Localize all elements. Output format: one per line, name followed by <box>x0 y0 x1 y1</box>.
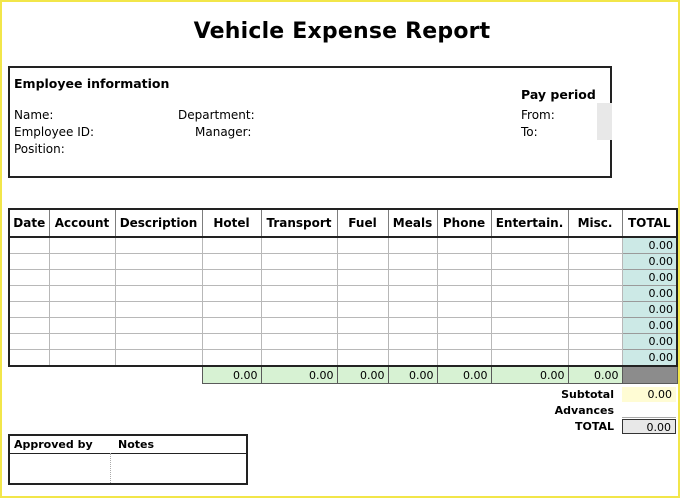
meals-cell[interactable] <box>388 286 437 302</box>
hotel-cell[interactable] <box>202 318 261 334</box>
column-header: Fuel <box>337 209 388 237</box>
date-cell[interactable] <box>9 318 49 334</box>
row-total-cell: 0.00 <box>622 350 677 367</box>
entertain-sum: 0.00 <box>491 366 568 384</box>
to-label: To: <box>521 125 538 139</box>
pay-period-input-area[interactable] <box>597 103 612 140</box>
expense-table <box>8 208 678 384</box>
advances-label: Advances <box>554 404 614 417</box>
table-row <box>9 270 677 286</box>
description-cell[interactable] <box>115 254 202 270</box>
description-cell[interactable] <box>115 350 202 367</box>
column-header: Date <box>9 209 49 237</box>
account-cell[interactable] <box>49 350 115 367</box>
misc-cell[interactable] <box>568 286 622 302</box>
transport-cell[interactable] <box>261 286 337 302</box>
hotel-cell[interactable] <box>202 302 261 318</box>
name-label: Name: <box>14 108 54 122</box>
entertain-cell[interactable] <box>491 286 568 302</box>
account-cell[interactable] <box>49 318 115 334</box>
table-row <box>9 237 677 254</box>
row-total-cell: 0.00 <box>622 237 677 254</box>
account-cell[interactable] <box>49 334 115 350</box>
fuel-cell[interactable] <box>337 237 388 254</box>
date-cell[interactable] <box>9 270 49 286</box>
entertain-cell[interactable] <box>491 318 568 334</box>
total-label: TOTAL <box>574 420 614 433</box>
misc-cell[interactable] <box>568 350 622 367</box>
hotel-cell[interactable] <box>202 270 261 286</box>
hotel-cell[interactable] <box>202 237 261 254</box>
row-total-cell: 0.00 <box>622 254 677 270</box>
table-row <box>9 254 677 270</box>
subtotal-label: Subtotal <box>561 388 614 401</box>
misc-cell[interactable] <box>568 237 622 254</box>
phone-cell[interactable] <box>437 286 491 302</box>
phone-cell[interactable] <box>437 237 491 254</box>
table-row <box>9 318 677 334</box>
meals-cell[interactable] <box>388 237 437 254</box>
column-header: Hotel <box>202 209 261 237</box>
hotel-cell[interactable] <box>202 286 261 302</box>
meals-cell[interactable] <box>388 318 437 334</box>
advances-input[interactable] <box>622 403 676 418</box>
misc-sum: 0.00 <box>568 366 622 384</box>
transport-cell[interactable] <box>261 237 337 254</box>
transport-cell[interactable] <box>261 350 337 367</box>
fuel-cell[interactable] <box>337 334 388 350</box>
description-cell[interactable] <box>115 334 202 350</box>
phone-cell[interactable] <box>437 318 491 334</box>
column-header: Phone <box>437 209 491 237</box>
approved-by-label: Approved by <box>14 438 93 451</box>
hotel-cell[interactable] <box>202 254 261 270</box>
meals-cell[interactable] <box>388 350 437 367</box>
misc-cell[interactable] <box>568 334 622 350</box>
transport-cell[interactable] <box>261 270 337 286</box>
department-label: Department: <box>178 108 255 122</box>
phone-cell[interactable] <box>437 302 491 318</box>
entertain-cell[interactable] <box>491 302 568 318</box>
report-title: Vehicle Expense Report <box>193 19 491 44</box>
date-cell[interactable] <box>9 254 49 270</box>
position-label: Position: <box>14 142 65 156</box>
entertain-cell[interactable] <box>491 237 568 254</box>
phone-cell[interactable] <box>437 350 491 367</box>
description-cell[interactable] <box>115 237 202 254</box>
account-cell[interactable] <box>49 254 115 270</box>
fuel-cell[interactable] <box>337 270 388 286</box>
phone-cell[interactable] <box>437 334 491 350</box>
meals-cell[interactable] <box>388 334 437 350</box>
pay-period-heading: Pay period <box>521 87 596 102</box>
hotel-cell[interactable] <box>202 334 261 350</box>
date-cell[interactable] <box>9 302 49 318</box>
account-cell[interactable] <box>49 302 115 318</box>
hotel-sum: 0.00 <box>202 366 261 384</box>
table-row <box>9 334 677 350</box>
column-header: TOTAL <box>622 209 677 237</box>
account-cell[interactable] <box>49 270 115 286</box>
approval-box <box>8 434 248 485</box>
meals-cell[interactable] <box>388 270 437 286</box>
description-cell[interactable] <box>115 286 202 302</box>
employee-info-box <box>8 66 612 178</box>
notes-label: Notes <box>118 438 155 451</box>
column-header: Meals <box>388 209 437 237</box>
row-total-cell: 0.00 <box>622 270 677 286</box>
misc-cell[interactable] <box>568 318 622 334</box>
entertain-cell[interactable] <box>491 254 568 270</box>
fuel-sum: 0.00 <box>337 366 388 384</box>
row-total-cell: 0.00 <box>622 302 677 318</box>
transport-cell[interactable] <box>261 302 337 318</box>
transport-cell[interactable] <box>261 254 337 270</box>
grand-total-value: 0.00 <box>622 419 676 434</box>
subtotal-value: 0.00 <box>622 387 676 402</box>
sum-corner-cell <box>622 366 677 384</box>
date-cell[interactable] <box>9 286 49 302</box>
meals-sum: 0.00 <box>388 366 437 384</box>
fuel-cell[interactable] <box>337 286 388 302</box>
date-cell[interactable] <box>9 334 49 350</box>
description-cell[interactable] <box>115 318 202 334</box>
transport-cell[interactable] <box>261 318 337 334</box>
fuel-cell[interactable] <box>337 302 388 318</box>
table-header-row <box>9 209 677 237</box>
table-row <box>9 302 677 318</box>
date-cell[interactable] <box>9 350 49 367</box>
column-header: Account <box>49 209 115 237</box>
row-total-cell: 0.00 <box>622 334 677 350</box>
column-header: Transport <box>261 209 337 237</box>
entertain-cell[interactable] <box>491 334 568 350</box>
column-header: Misc. <box>568 209 622 237</box>
table-row <box>9 286 677 302</box>
employee-id-label: Employee ID: <box>14 125 95 139</box>
meals-cell[interactable] <box>388 302 437 318</box>
table-row <box>9 350 677 367</box>
description-cell[interactable] <box>115 270 202 286</box>
account-cell[interactable] <box>49 237 115 254</box>
date-cell[interactable] <box>9 237 49 254</box>
row-total-cell: 0.00 <box>622 318 677 334</box>
column-header: Description <box>115 209 202 237</box>
transport-cell[interactable] <box>261 334 337 350</box>
fuel-cell[interactable] <box>337 254 388 270</box>
meals-cell[interactable] <box>388 254 437 270</box>
column-header: Entertain. <box>491 209 568 237</box>
misc-cell[interactable] <box>568 302 622 318</box>
employee-info-heading: Employee information <box>14 76 170 91</box>
row-total-cell: 0.00 <box>622 286 677 302</box>
from-label: From: <box>521 108 555 122</box>
description-cell[interactable] <box>115 302 202 318</box>
phone-sum: 0.00 <box>437 366 491 384</box>
misc-cell[interactable] <box>568 270 622 286</box>
phone-cell[interactable] <box>437 270 491 286</box>
column-sums-row <box>9 366 677 384</box>
hotel-cell[interactable] <box>202 350 261 367</box>
entertain-cell[interactable] <box>491 350 568 367</box>
manager-label: Manager: <box>195 125 252 139</box>
fuel-cell[interactable] <box>337 318 388 334</box>
account-cell[interactable] <box>49 286 115 302</box>
phone-cell[interactable] <box>437 254 491 270</box>
transport-sum: 0.00 <box>261 366 337 384</box>
entertain-cell[interactable] <box>491 270 568 286</box>
fuel-cell[interactable] <box>337 350 388 367</box>
misc-cell[interactable] <box>568 254 622 270</box>
